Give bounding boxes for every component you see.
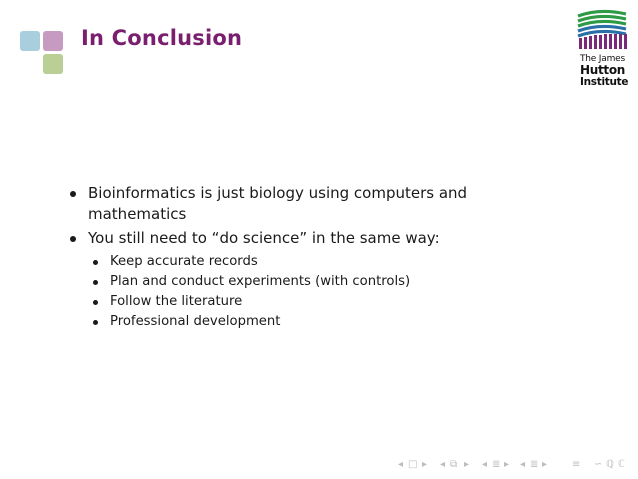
sub-bullet-item: Plan and conduct experiments (with controls) [88, 272, 568, 292]
deco-square-green-icon [43, 54, 63, 74]
nav-prev-part-icon[interactable]: ◂ [520, 459, 526, 470]
nav-next-part-icon[interactable]: ▸ [542, 459, 548, 470]
bullet-list [68, 183, 568, 332]
sub-bullet-item: Professional development [88, 312, 568, 332]
nav-subsection-icon[interactable]: ⧉ [450, 459, 458, 470]
nav-next-section-icon[interactable]: ▸ [504, 459, 510, 470]
nav-search-icon[interactable]: ∽ [594, 459, 603, 470]
sub-bullet-list [68, 252, 568, 332]
nav-part-icon[interactable]: ≣ [530, 459, 539, 470]
logo-text [580, 55, 636, 88]
nav-prev-subsection-icon[interactable]: ◂ [440, 459, 446, 470]
nav-prev-frame-icon[interactable]: ◂ [398, 459, 404, 470]
bullet-item [68, 228, 568, 332]
nav-frame-icon[interactable]: □ [408, 459, 418, 470]
bullet-text: You still need to “do science” in the same way: [88, 229, 440, 247]
nav-prev-section-icon[interactable]: ◂ [482, 459, 488, 470]
bullet-text: Bioinformatics is just biology using computers and mathematics [88, 184, 468, 223]
nav-next-frame-icon[interactable]: ▸ [422, 459, 428, 470]
deco-square-purple-icon [43, 31, 63, 51]
logo-line2: Hutton [580, 63, 626, 78]
nav-document-icon[interactable]: ≡ [572, 459, 581, 470]
slide-title: In Conclusion [81, 26, 243, 50]
sub-bullet-item: Follow the literature [88, 292, 568, 312]
logo-line3: Institute [580, 76, 629, 89]
bullet-item [68, 183, 568, 225]
nav-next-subsection-icon[interactable]: ▸ [464, 459, 470, 470]
slide-content [68, 183, 568, 332]
beamer-navigation-bar [398, 459, 630, 473]
nav-section-icon[interactable]: ≣ [492, 459, 501, 470]
nav-search-icon-3[interactable]: ℂ [618, 459, 625, 470]
nav-search-icon-2[interactable]: ℚ [606, 459, 614, 470]
deco-square-blue-icon [20, 31, 40, 51]
sub-bullet-item: Keep accurate records [88, 252, 568, 272]
logo-line1: The James [580, 54, 625, 64]
